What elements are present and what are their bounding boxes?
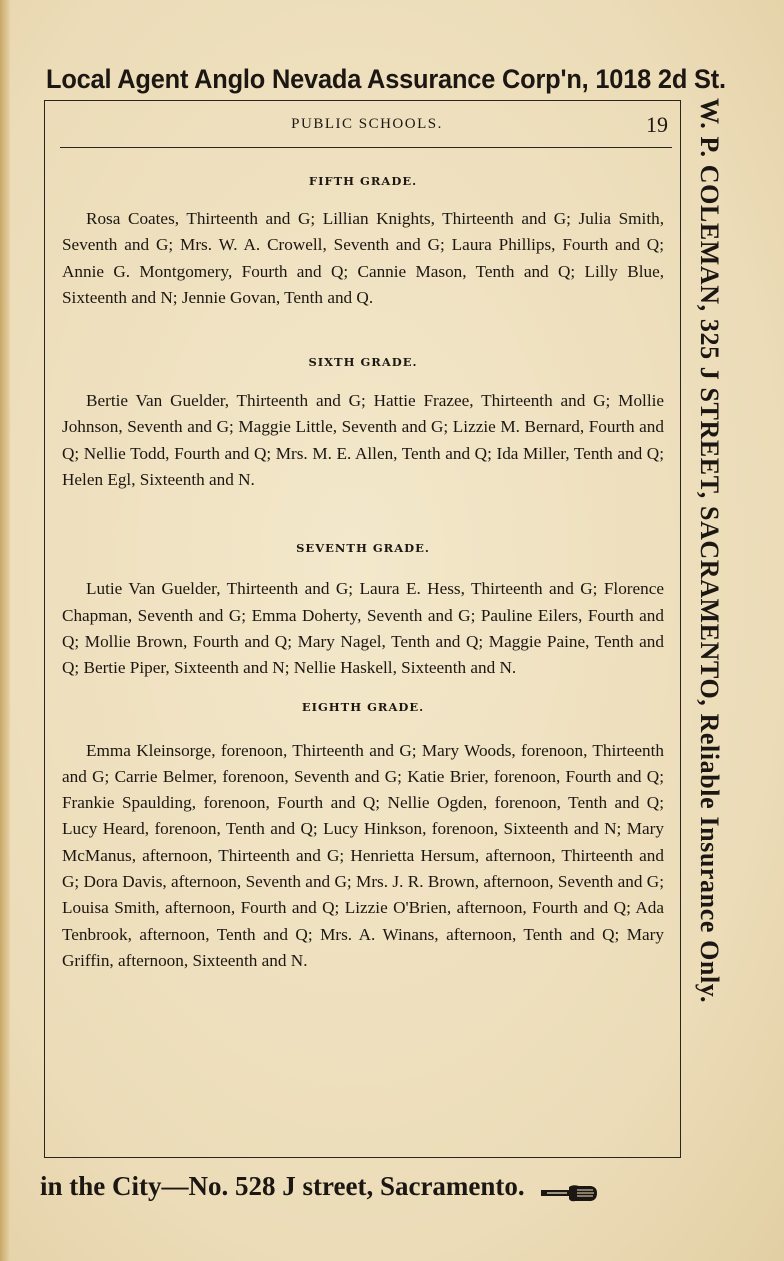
section-heading-seventh-grade: SEVENTH GRADE. bbox=[296, 541, 430, 556]
pointing-hand-icon bbox=[539, 1174, 599, 1198]
bottom-banner-text: in the City—No. 528 J street, Sacramento. bbox=[40, 1171, 525, 1201]
bottom-advertisement-banner bbox=[40, 1164, 680, 1208]
section-heading-sixth-grade: SIXTH GRADE. bbox=[308, 355, 418, 370]
page-number: 19 bbox=[646, 112, 668, 137]
page-body bbox=[62, 166, 664, 974]
section-text-seventh-grade: Lutie Van Guelder, Thirteenth and G; Laura E. Hess, Thirteenth and G; Florence Chapman, Seventh and G; Emma Doherty, Seventh and G; Pauline Eilers, Fourth and Q; Mollie Brown, Fourth and Q; Mary Nagel, Tenth and Q; Maggie Paine, Tenth and Q; Bertie Piper, Sixteenth and N; Nellie Haskell, Sixteenth and N. bbox=[62, 579, 664, 678]
section-heading-fifth-grade: FIFTH GRADE. bbox=[308, 174, 418, 188]
side-advertisement-banner: W. P. COLEMAN, 325 J STREET, SACRAMENTO, Reliable Insurance Only. bbox=[695, 98, 724, 1004]
section-text-eighth-grade: Emma Kleinsorge, forenoon, Thirteenth and G; Mary Woods, forenoon, Thirteenth and G; Carrie Belmer, forenoon, Seventh and G; Katie Brier, forenoon, Fourth and Q; Frankie Spaulding, forenoon, Fourth and Q; Nellie Ogden, forenoon, Tenth and Q; Lucy Heard, forenoon, Tenth and Q; Lucy Hinkson, forenoon, Sixteenth and N; Mary McManus, afternoon, Thirteenth and G; Henrietta Hersum, afternoon, Thirteenth and G; Dora Davis, afternoon, Seventh and G; Mrs. J. R. Brown, afternoon, Seventh and G; Louisa Smith, afternoon, Fourth and Q; Lizzie O'Brien, afternoon, Fourth and Q; Ada Tenbrook, afternoon, Tenth and Q; Mrs. A. Winans, afternoon, Tenth and Q; Mary Griffin, afternoon, Sixteenth and N. bbox=[62, 740, 664, 970]
section-text-sixth-grade: Bertie Van Guelder, Thirteenth and G; Hattie Frazee, Thirteenth and G; Mollie Johnson, Seventh and G; Maggie Little, Seventh and G; Lizzie M. Bernard, Fourth and Q; Nellie Todd, Fourth and Q; Mrs. M. E. Allen, Tenth and Q; Ida Miller, Tenth and Q; Helen Egl, Sixteenth and N. bbox=[62, 391, 664, 490]
running-head-title: PUBLIC SCHOOLS. bbox=[291, 116, 443, 132]
running-head bbox=[60, 112, 674, 142]
running-head-rule bbox=[60, 147, 672, 148]
top-advertisement-banner: Local Agent Anglo Nevada Assurance Corp'n, 1018 2d St. bbox=[46, 64, 726, 94]
page-left-edge bbox=[0, 0, 10, 1261]
section-text-fifth-grade: Rosa Coates, Thirteenth and G; Lillian Knights, Thirteenth and G; Julia Smith, Seventh and G; Mrs. W. A. Crowell, Seventh and G; Laura Phillips, Fourth and Q; Annie G. Montgomery, Fourth and Q; Cannie Mason, Tenth and Q; Lilly Blue, Sixteenth and N; Jennie Govan, Tenth and Q. bbox=[62, 209, 664, 307]
section-heading-eighth-grade: EIGHTH GRADE. bbox=[301, 699, 425, 714]
